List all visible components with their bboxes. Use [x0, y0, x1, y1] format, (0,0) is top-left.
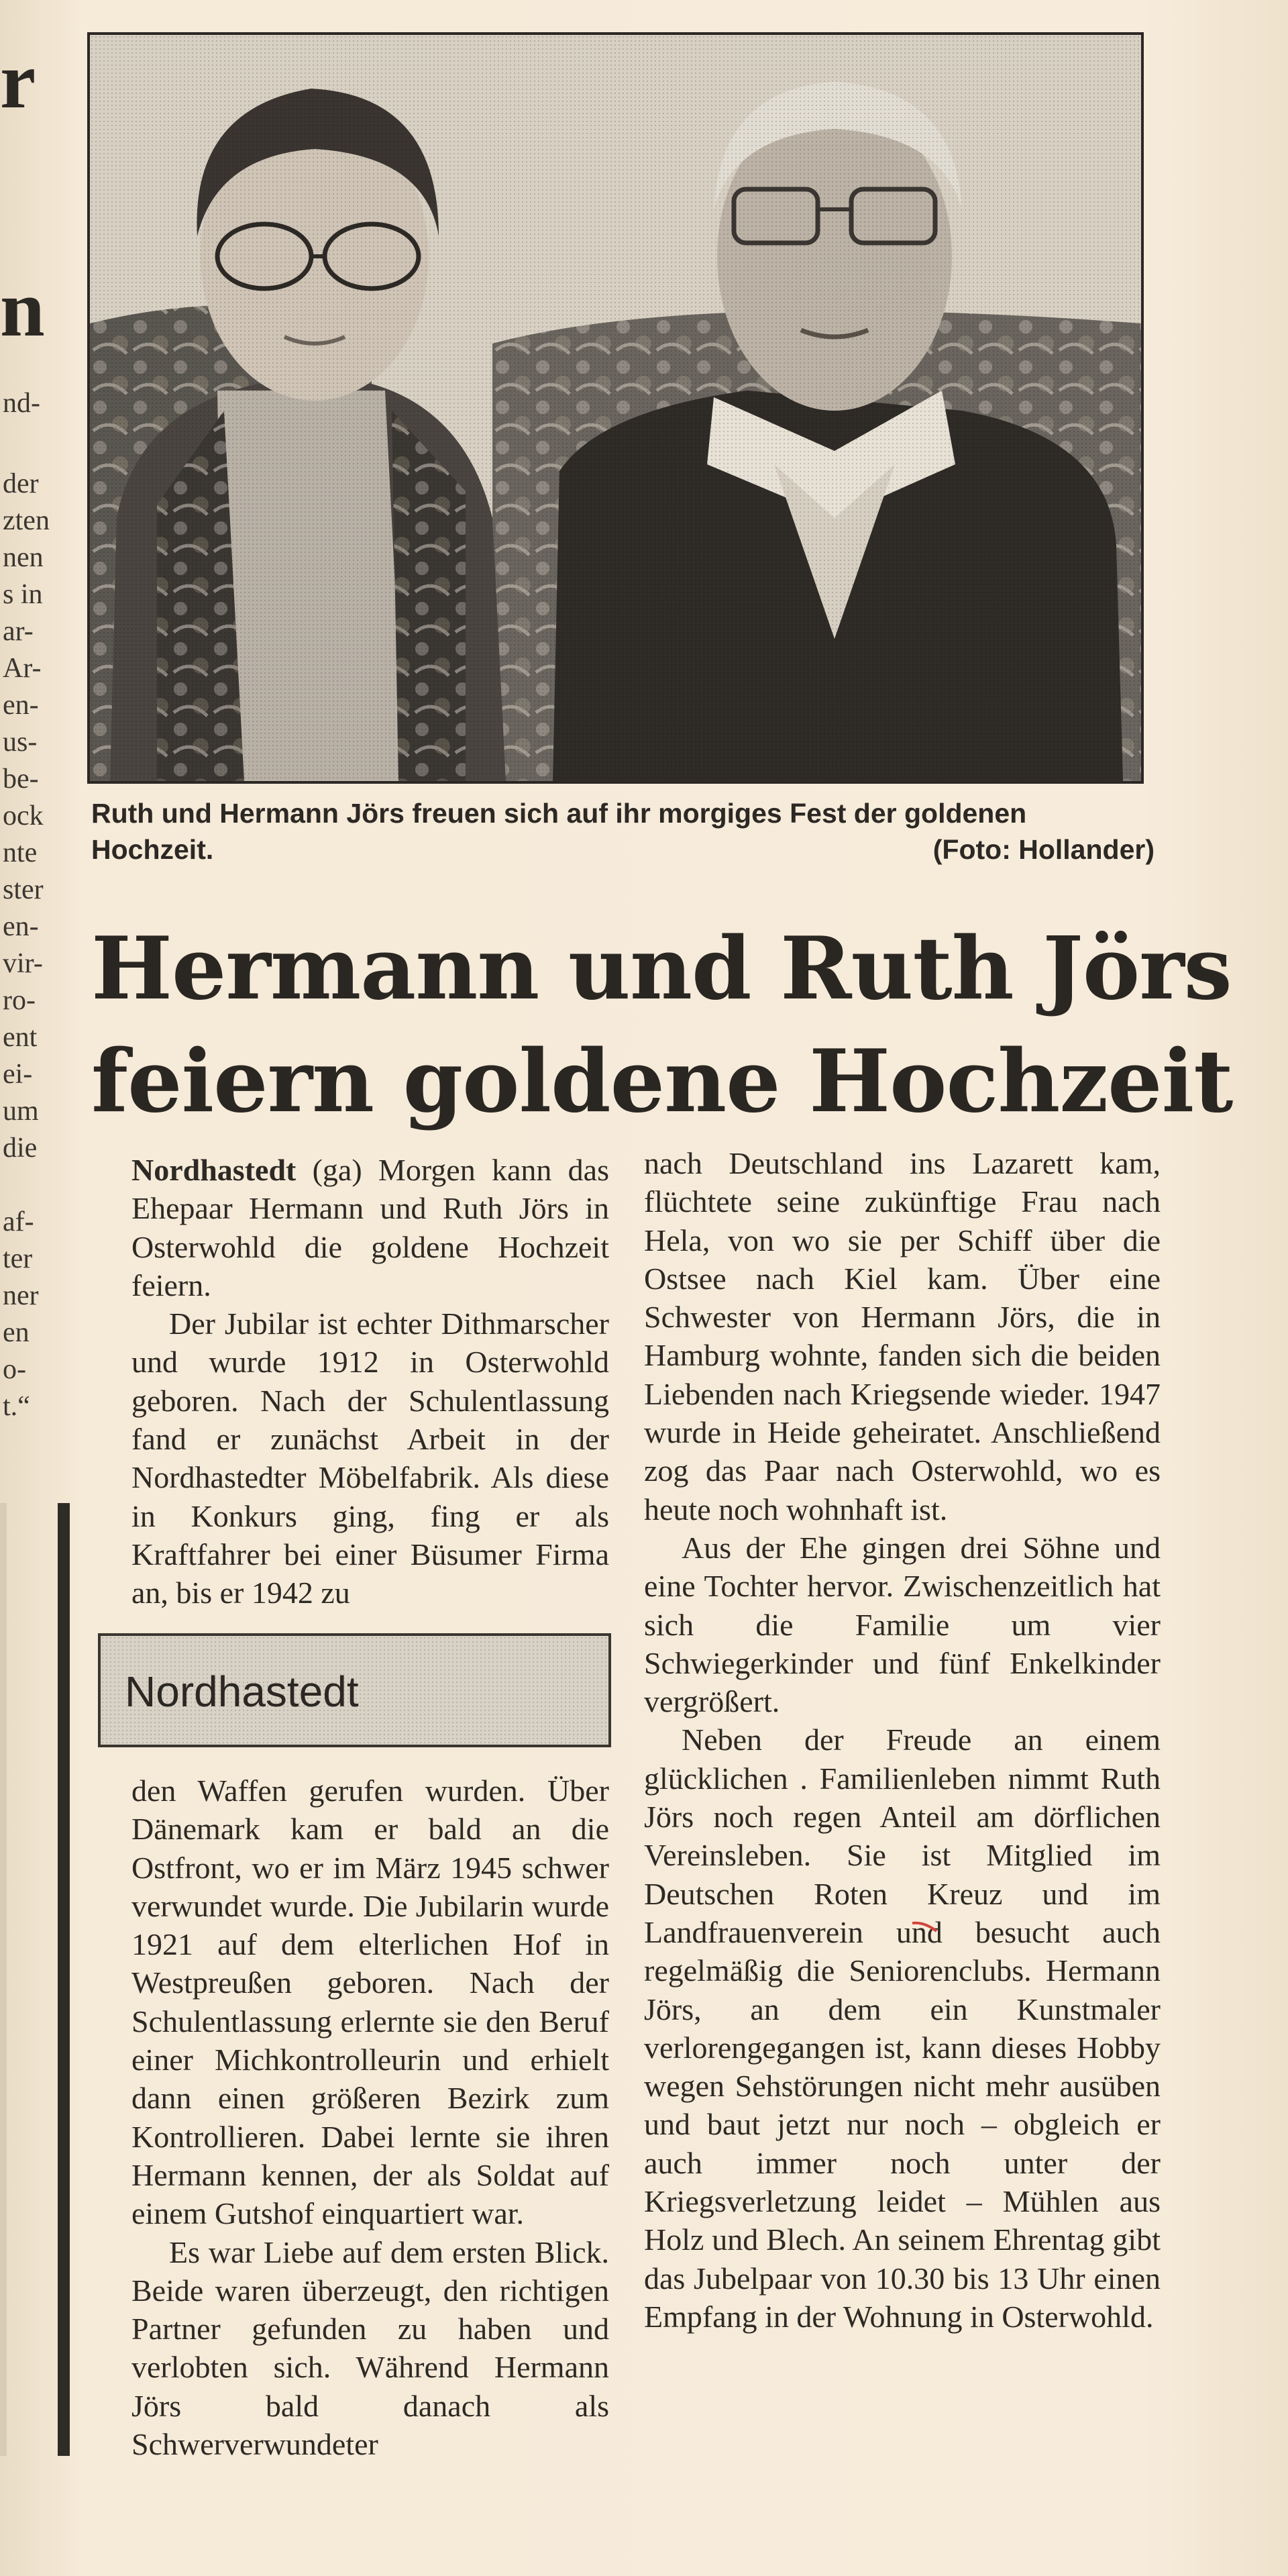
article-paragraph: Es war Liebe auf dem ersten Blick. Beide waren überzeugt, den richtigen Partner gefunden zu haben und verlobten sich. Während Hermann Jörs bald danach als Schwerverwundeter — [131, 2234, 609, 2462]
neighbor-column-fragment — [0, 0, 67, 2576]
neighbor-text-fragment: ro- — [3, 985, 36, 1016]
neighbor-big-letter: r — [0, 36, 36, 125]
neighbor-text-fragment: o- — [3, 1354, 26, 1385]
headline-line-2: feiern goldene Hochzeit — [91, 1031, 1233, 1132]
column-edge-shadow — [0, 1503, 7, 2456]
article-paragraph: den Waffen gerufen wurden. Über Dänemark kam er bald an die Ostfront, wo er im März 1945 schwer verwundet wurde. Die Jubilarin wurde 1921 auf dem elterlichen Hof in Westpreußen geboren. Nach der Schulentlassung erlernte sie den Beruf einer Michkontrolleurin und erhielt dann einen größeren Bezirk zum Kontrollieren. Dabei lernte sie ihren Hermann kennen, der als Soldat auf einem Gutshof einquartiert war. — [131, 1773, 609, 2231]
neighbor-text-fragment: ter — [3, 1243, 33, 1274]
headline — [91, 913, 1233, 1138]
neighbor-text-fragment: zten — [3, 505, 50, 536]
article-column-1 — [131, 1151, 609, 1612]
neighbor-text-fragment: vir- — [3, 948, 43, 979]
neighbor-text-fragment: ock — [3, 801, 44, 831]
neighbor-text-fragment: Ar- — [3, 653, 42, 684]
neighbor-text-fragment: en- — [3, 911, 39, 942]
neighbor-text-fragment: s in — [3, 579, 43, 610]
location-label: Nordhastedt — [125, 1667, 359, 1716]
dateline: Nordhastedt — [131, 1153, 297, 1187]
neighbor-big-letter: n — [0, 264, 45, 353]
column-rule — [58, 1503, 70, 2456]
article-paragraph: nach Deutschland ins Lazarett kam, flüchtete seine zukünftige Frau nach Hela, von wo sie per Schiff über die Ostsee nach Kiel kam. Über eine Schwester von Hermann Jörs, die in Hamburg wohnte, fanden sich die beiden Liebenden nach Kriegsende wieder. 1947 wurde in Heide geheiratet. Anschließend zog das Paar nach Osterwohld, wo es heute noch wohnhaft ist. — [644, 1146, 1161, 1527]
neighbor-text-fragment: ner — [3, 1280, 39, 1311]
neighbor-text-fragment: en — [3, 1317, 30, 1348]
article-paragraph: Der Jubilar ist echter Dithmarscher und wurde 1912 in Osterwohld geboren. Nach der Schulentlassung fand er zunächst Arbeit in der Nordhastedter Möbelfabrik. Als diese in Konkurs ging, fing er als Kraftfahrer bei einer Büsumer Firma an, bis er 1942 zu — [131, 1306, 609, 1610]
neighbor-text-fragment: ar- — [3, 616, 34, 647]
neighbor-text-fragment: nte — [3, 837, 38, 868]
paragraph-text: (ga) Morgen kann das Ehepaar Hermann und Ruth Jörs in Osterwohld die goldene Hochzeit feiern. — [131, 1153, 609, 1302]
neighbor-text-fragment: ster — [3, 874, 44, 905]
article-paragraph — [131, 1151, 609, 1304]
photo-credit: (Foto: Hollander) — [932, 834, 1155, 865]
neighbor-text-fragment: nen — [3, 542, 44, 573]
neighbor-text-fragment: ent — [3, 1022, 38, 1053]
neighbor-text-fragment: nd- — [3, 388, 40, 419]
neighbor-text-fragment: um — [3, 1096, 39, 1127]
article-column-1-continued — [131, 1771, 609, 2463]
article-paragraph: Aus der Ehe gingen drei Söhne und eine Tochter hervor. Zwischenzeitlich hat sich die Familie um vier Schwiegerkinder und fünf Enkelkinder vergrößert. — [644, 1530, 1161, 1719]
neighbor-text-fragment: die — [3, 1133, 38, 1164]
neighbor-text-fragment: af- — [3, 1206, 34, 1237]
couple-photo — [87, 32, 1144, 784]
article-column-2 — [644, 1144, 1161, 2336]
photo-caption — [91, 795, 1155, 868]
headline-line-1: Hermann und Ruth Jörs — [91, 919, 1232, 1019]
neighbor-text-fragment: der — [3, 468, 39, 499]
neighbor-text-fragment: en- — [3, 690, 39, 721]
article-paragraph: Neben der Freude an einem glücklichen . Familienleben nimmt Ruth Jörs noch regen Anteil am dörflichen Vereinsleben. Sie ist Mitglied im Deutschen Roten Kreuz und im Landfrauenverein und besucht auch regelmäßig die Seniorenclubs. Hermann Jörs, an dem ein Kunstmaler verlorengegangen ist, kann dieses Hobby wegen Sehstörungen nicht mehr ausüben und baut jetzt nur noch – obgleich er auch immer noch unter der Kriegsverletzung leidet – Mühlen aus Holz und Blech. An seinem Ehrentag gibt das Jubelpaar von 10.30 bis 13 Uhr einen Empfang in der Wohnung in Osterwohld. — [644, 1722, 1161, 2334]
neighbor-text-fragment: be- — [3, 764, 39, 794]
caption-text: Ruth und Hermann Jörs freuen sich auf ihr morgiges Fest der goldenen Hochzeit. — [91, 798, 1027, 865]
neighbor-text-fragment: ei- — [3, 1059, 33, 1090]
couple-photo-illustration — [90, 35, 1141, 781]
neighbor-text-fragment: us- — [3, 727, 38, 758]
neighbor-text-fragment: t.“ — [3, 1391, 30, 1422]
location-box — [98, 1633, 611, 1747]
red-pen-mark — [911, 1920, 938, 1934]
